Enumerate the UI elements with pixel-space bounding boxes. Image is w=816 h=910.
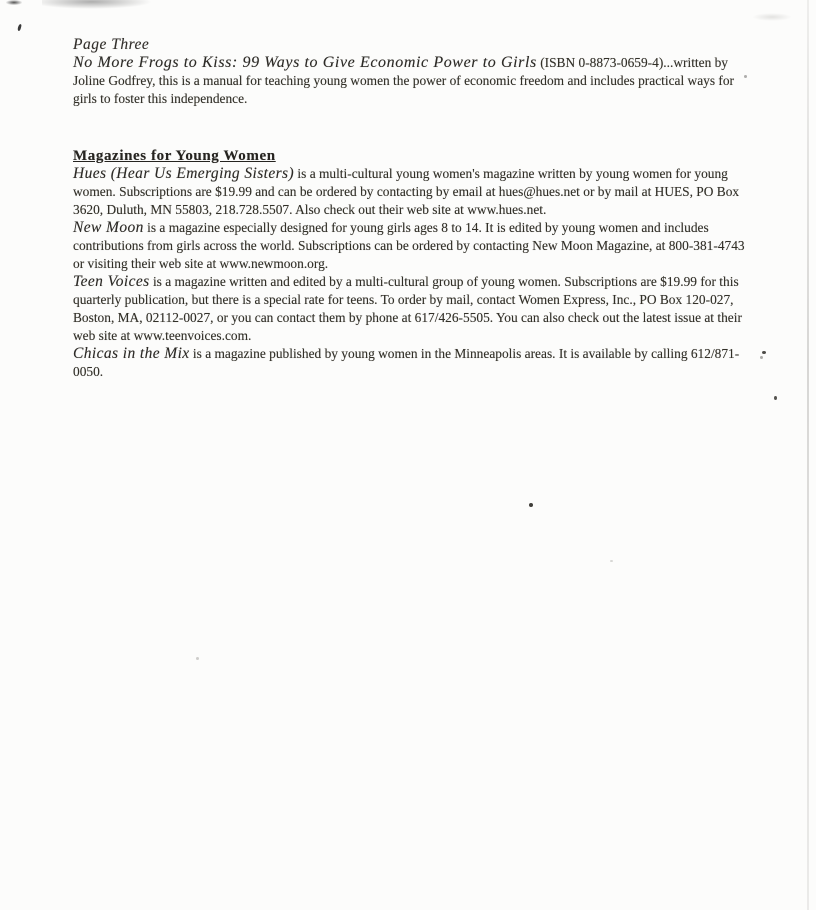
magazine-body-teen-voices: is a magazine written and edited by a multi-cultural group of young women. Subscriptions are $19.99 for this quarterly publication, but there is a special rate for teens. To order by mail, contact Women Express, Inc., PO Box 120-027, Boston, MA, 02112-0027, or you can contact them by phone at 617/426-5505. You can also check out the latest issue at their web site at www.teenvoices.com. — [73, 274, 742, 343]
book-title: No More Frogs to Kiss: 99 Ways to Give Economic Power to Girls — [73, 54, 537, 71]
intro-paragraph — [73, 54, 754, 108]
magazine-title-new-moon: New Moon — [73, 219, 144, 236]
page-number-header: Page Three — [73, 36, 150, 53]
magazine-title-teen-voices: Teen Voices — [73, 273, 150, 290]
magazine-title-chicas: Chicas in the Mix — [73, 345, 190, 362]
magazine-entry-hues — [73, 165, 754, 219]
section-heading: Magazines for Young Women — [73, 148, 276, 164]
scan-speck — [529, 503, 533, 507]
magazine-entry-chicas — [73, 345, 754, 381]
scan-speck — [610, 560, 613, 562]
magazine-body-hues: is a multi-cultural young women's magazine written by young women for young women. Subscriptions are $19.99 and can be ordered by contacting by email at hues@hues.net or by mail at HUES, PO Box 3620, Duluth, MN 55803, 218.728.5507. Also check out their web site at www.hues.net. — [73, 166, 740, 217]
intro-paragraph-body: (ISBN 0-8873-0659-4)...written by Joline Godfrey, this is a manual for teaching young women the power of economic freedom and includes practical ways for girls to foster this independence. — [73, 55, 735, 106]
magazine-title-hues: Hues (Hear Us Emerging Sisters) — [73, 165, 295, 182]
magazine-body-new-moon: is a magazine especially designed for young girls ages 8 to 14. It is edited by young women and includes contributions from girls across the world. Subscriptions can be ordered by contacting New Moon Magazine, at 800-381-4743 or visiting their web site at www.newmoon.org. — [73, 220, 745, 271]
document-content — [0, 0, 816, 381]
scan-speck — [196, 657, 199, 660]
magazine-entry-teen-voices — [73, 273, 754, 345]
magazine-body-chicas: is a magazine published by young women in the Minneapolis areas. It is available by calling 612/871-0050. — [73, 346, 740, 379]
magazine-entry-new-moon — [73, 219, 754, 273]
scan-speck — [774, 396, 777, 400]
